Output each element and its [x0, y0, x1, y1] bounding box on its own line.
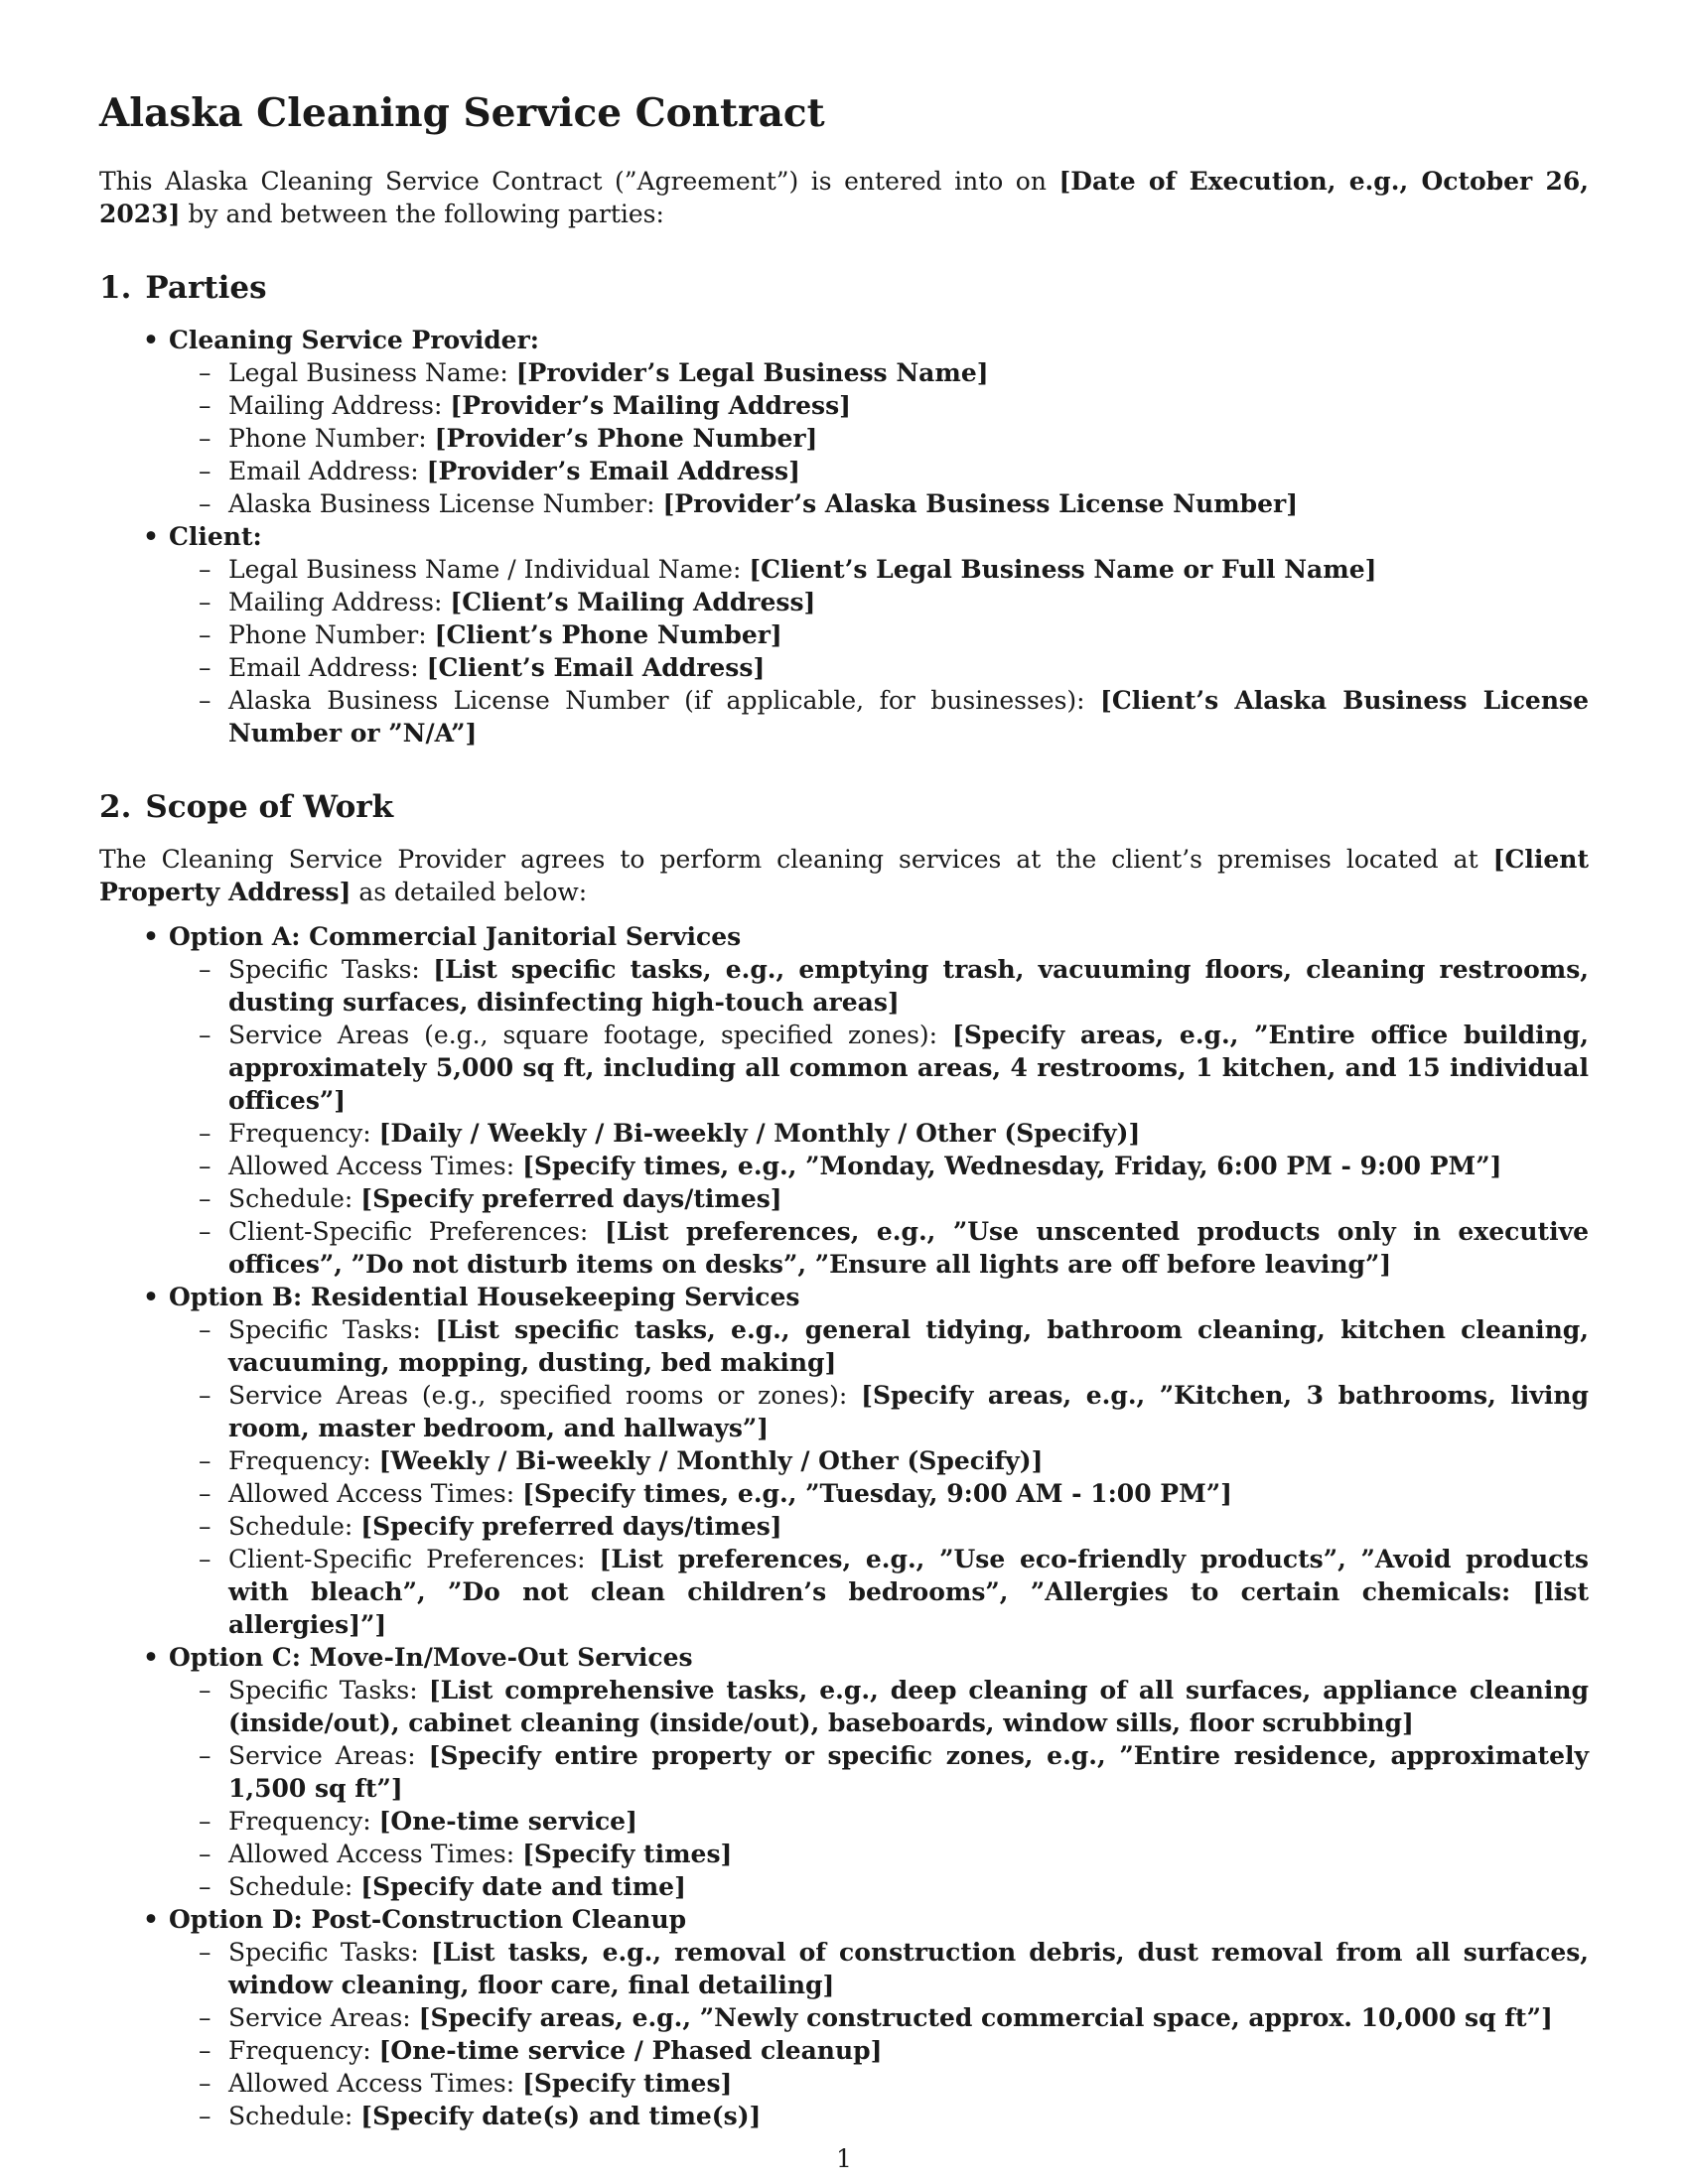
date-placeholder: [Date of Execution, e.g., October 26, 2023]: [99, 167, 1589, 228]
client-fields: [169, 553, 1589, 750]
field-item: [228, 953, 1589, 1019]
field-label: Email Address:: [228, 457, 427, 485]
field-value: [Client’s Alaska Business License Number or ”N/A”]: [228, 686, 1589, 748]
client-item: [169, 520, 1589, 750]
field-value: [List tasks, e.g., removal of construction debris, dust removal from all surfaces, window cleaning, floor care, final detailing]: [228, 1938, 1589, 1999]
section-number: 1.: [99, 270, 132, 306]
field-value: [Specify times]: [522, 2069, 733, 2098]
field-item: [228, 1838, 1589, 1870]
field-item: [228, 1150, 1589, 1182]
option-fields: [169, 953, 1589, 1281]
field-item: [228, 684, 1589, 750]
field-label: Schedule:: [228, 1872, 361, 1901]
field-value: [List comprehensive tasks, e.g., deep cleaning of all surfaces, appliance cleaning (inside/out), cabinet cleaning (inside/out), baseboards, window sills, floor scrubbing]: [228, 1676, 1589, 1737]
option-fields: [169, 1313, 1589, 1641]
field-item: [228, 1117, 1589, 1150]
field-label: Email Address:: [228, 653, 427, 682]
field-label: Service Areas (e.g., specified rooms or zones):: [228, 1381, 862, 1410]
field-value: [Weekly / Bi-weekly / Monthly / Other (Specify)]: [378, 1446, 1044, 1475]
section-title: Parties: [145, 270, 267, 306]
field-item: [228, 487, 1589, 520]
field-item: [228, 389, 1589, 422]
field-value: [Specify date and time]: [360, 1872, 686, 1901]
intro-paragraph: [99, 165, 1589, 230]
option-item: [169, 1281, 1589, 1641]
section-heading-scope: [99, 787, 1589, 827]
field-item: [228, 2100, 1589, 2132]
field-label: Legal Business Name:: [228, 358, 516, 387]
section-title: Scope of Work: [145, 789, 394, 825]
field-value: [Specify date(s) and time(s)]: [360, 2102, 762, 2130]
field-item: [228, 455, 1589, 487]
field-item: [228, 1019, 1589, 1117]
field-label: Schedule:: [228, 2102, 361, 2130]
field-item: [228, 1543, 1589, 1641]
field-item: [228, 1510, 1589, 1543]
field-item: [228, 1674, 1589, 1739]
field-item: [228, 422, 1589, 455]
field-label: Schedule:: [228, 1184, 361, 1213]
document-title: Alaska Cleaning Service Contract: [99, 90, 825, 136]
field-value: [Specify areas, e.g., ”Kitchen, 3 bathrooms, living room, master bedroom, and hallways”]: [228, 1381, 1590, 1442]
page-number: 1: [836, 2144, 852, 2173]
field-value: [Specify areas, e.g., ”Newly constructed commercial space, approx. 10,000 sq ft”]: [418, 2003, 1553, 2032]
field-label: Frequency:: [228, 2036, 379, 2065]
option-title: Option C: Move-In/Move-Out Services: [169, 1643, 693, 1672]
section-heading-parties: [99, 268, 1589, 308]
field-item: [228, 1379, 1589, 1444]
field-label: Frequency:: [228, 1119, 379, 1148]
field-item: [228, 2067, 1589, 2100]
field-value: [Client’s Legal Business Name or Full Name]: [749, 555, 1377, 584]
field-value: [Daily / Weekly / Bi-weekly / Monthly / Other (Specify)]: [378, 1119, 1141, 1148]
provider-title: Cleaning Service Provider:: [169, 326, 539, 354]
field-label: Phone Number:: [228, 620, 435, 649]
field-item: [228, 356, 1589, 389]
section-number: 2.: [99, 789, 132, 825]
field-value: [List preferences, e.g., ”Use eco-friendly products”, ”Avoid products with bleach”, ”Do not clean children’s bedrooms”, ”Allergies to certain chemicals: [list allergies]”]: [228, 1545, 1590, 1639]
field-label: Specific Tasks:: [228, 1676, 429, 1705]
field-label: Frequency:: [228, 1446, 379, 1475]
client-title: Client:: [169, 522, 262, 551]
field-value: [Provider’s Alaska Business License Number]: [662, 489, 1299, 518]
intro-text-end: by and between the following parties:: [180, 200, 664, 228]
field-item: [228, 1182, 1589, 1215]
field-value: [Client’s Mailing Address]: [450, 588, 816, 616]
address-placeholder: [Client Property Address]: [99, 845, 1589, 906]
field-value: [Specify preferred days/times]: [360, 1512, 782, 1541]
provider-fields: [169, 356, 1589, 520]
field-item: [228, 1477, 1589, 1510]
option-title: Option D: Post-Construction Cleanup: [169, 1905, 687, 1934]
field-label: Specific Tasks:: [228, 955, 434, 984]
field-value: [Specify times]: [522, 1840, 733, 1868]
field-item: [228, 553, 1589, 586]
field-value: [Specify areas, e.g., ”Entire office building, approximately 5,000 sq ft, including all common areas, 4 restrooms, 1 kitchen, and 15 individual offices”]: [228, 1021, 1589, 1115]
field-value: [Provider’s Phone Number]: [434, 424, 818, 453]
field-item: [228, 2001, 1589, 2034]
field-item: [228, 1805, 1589, 1838]
scope-intro-paragraph: [99, 843, 1589, 908]
field-item: [228, 1936, 1589, 2001]
field-item: [228, 1739, 1589, 1805]
field-value: [List specific tasks, e.g., emptying trash, vacuuming floors, cleaning restrooms, dusting surfaces, disinfecting high-touch areas]: [228, 955, 1589, 1017]
field-label: Schedule:: [228, 1512, 361, 1541]
option-title: Option A: Commercial Janitorial Services: [169, 922, 742, 951]
field-value: [Client’s Email Address]: [426, 653, 766, 682]
field-value: [Specify entire property or specific zones, e.g., ”Entire residence, approximately 1,500 sq ft”]: [228, 1741, 1590, 1803]
scope-intro-text: The Cleaning Service Provider agrees to perform cleaning services at the client’s premises located at: [99, 845, 1493, 874]
field-label: Specific Tasks:: [228, 1938, 432, 1967]
field-value: [Provider’s Legal Business Name]: [515, 358, 989, 387]
field-value: [Specify times, e.g., ”Monday, Wednesday, Friday, 6:00 PM - 9:00 PM”]: [522, 1152, 1502, 1180]
option-item: [169, 1903, 1589, 2132]
scope-intro-end: as detailed below:: [351, 878, 588, 906]
field-value: [Specify preferred days/times]: [360, 1184, 782, 1213]
field-item: [228, 651, 1589, 684]
option-item: [169, 1641, 1589, 1903]
field-label: Service Areas (e.g., square footage, specified zones):: [228, 1021, 953, 1049]
field-value: [Client’s Phone Number]: [434, 620, 782, 649]
option-fields: [169, 1936, 1589, 2132]
option-item: [169, 920, 1589, 1281]
provider-item: [169, 324, 1589, 520]
field-item: [228, 618, 1589, 651]
option-title: Option B: Residential Housekeeping Services: [169, 1283, 800, 1311]
field-value: [Specify times, e.g., ”Tuesday, 9:00 AM - 1:00 PM”]: [522, 1479, 1232, 1508]
field-label: Alaska Business License Number (if applicable, for businesses):: [228, 686, 1101, 715]
field-label: Mailing Address:: [228, 588, 451, 616]
field-label: Alaska Business License Number:: [228, 489, 663, 518]
field-label: Allowed Access Times:: [228, 1840, 523, 1868]
field-value: [Provider’s Email Address]: [426, 457, 800, 485]
field-item: [228, 1444, 1589, 1477]
option-fields: [169, 1674, 1589, 1903]
field-item: [228, 1313, 1589, 1379]
field-item: [228, 2034, 1589, 2067]
intro-text: This Alaska Cleaning Service Contract (”Agreement”) is entered into on: [99, 167, 1059, 196]
field-item: [228, 586, 1589, 618]
field-item: [228, 1215, 1589, 1281]
field-item: [228, 1870, 1589, 1903]
field-value: [List specific tasks, e.g., general tidying, bathroom cleaning, kitchen cleaning, vacuuming, mopping, dusting, bed making]: [228, 1315, 1589, 1377]
field-label: Client-Specific Preferences:: [228, 1217, 606, 1246]
field-label: Legal Business Name / Individual Name:: [228, 555, 750, 584]
field-label: Service Areas:: [228, 1741, 429, 1770]
document-page: [99, 87, 1589, 2132]
field-value: [One-time service]: [378, 1807, 637, 1836]
field-value: [List preferences, e.g., ”Use unscented products only in executive offices”, ”Do not disturb items on desks”, ”Ensure all lights are off before leaving”]: [228, 1217, 1589, 1279]
options-list: [99, 920, 1589, 2132]
field-value: [Provider’s Mailing Address]: [450, 391, 851, 420]
field-label: Allowed Access Times:: [228, 1479, 523, 1508]
field-label: Specific Tasks:: [228, 1315, 436, 1344]
field-label: Frequency:: [228, 1807, 379, 1836]
parties-list: [99, 324, 1589, 750]
field-label: Service Areas:: [228, 2003, 419, 2032]
field-label: Allowed Access Times:: [228, 2069, 523, 2098]
field-value: [One-time service / Phased cleanup]: [378, 2036, 883, 2065]
field-label: Mailing Address:: [228, 391, 451, 420]
field-label: Client-Specific Preferences:: [228, 1545, 600, 1573]
field-label: Phone Number:: [228, 424, 435, 453]
field-label: Allowed Access Times:: [228, 1152, 523, 1180]
